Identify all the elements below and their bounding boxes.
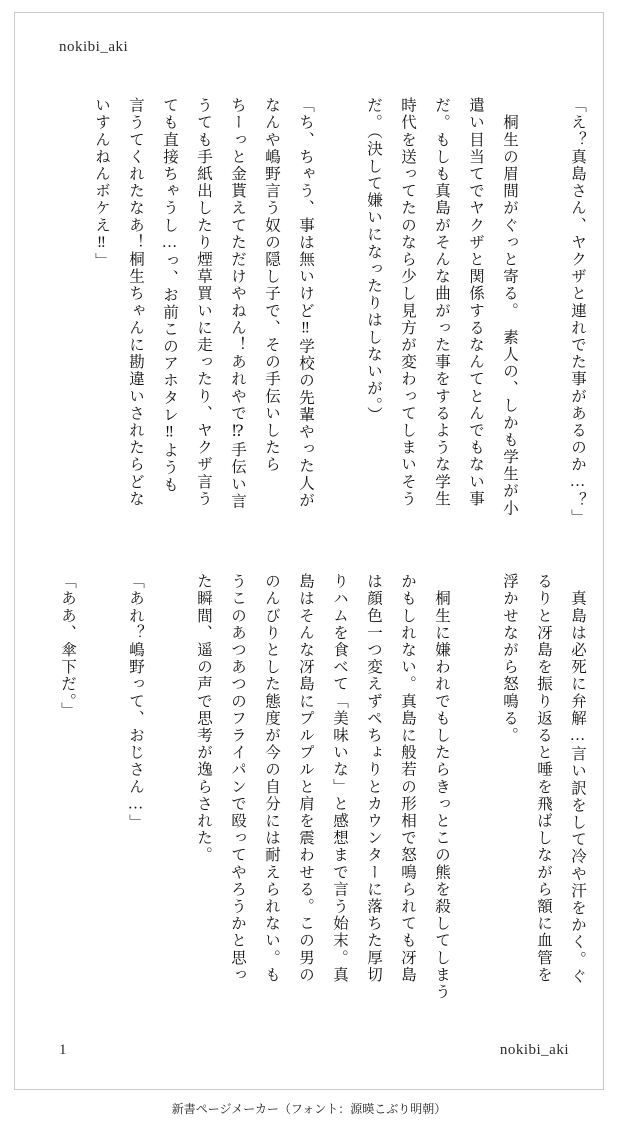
- generator-caption: 新書ページメーカー（フォント：源暎こぶり明朝）: [171, 1102, 447, 1116]
- text-column: 桐生に嫌われでもしたらきっとこの熊を殺してしまう: [433, 573, 450, 1001]
- text-column: 真島は必死に弁解…言い訳をして冷や汗をかく。ぐ: [569, 573, 586, 985]
- text-column: は顔色一つ変えずぺちょりとカウンターに落ちた厚切: [365, 573, 382, 984]
- text-column: た瞬間、遥の声で思考が逸らされた。: [195, 573, 212, 864]
- text-column: 言うてくれたなあ！桐生ちゃんに勘違いされたらどな: [127, 97, 144, 508]
- text-column: だ。（決して嫌いになったりはしないが。）: [365, 97, 382, 424]
- text-column: かもしれない。真島に般若の形相で怒鳴られても冴島: [399, 573, 416, 984]
- page-sheet: [14, 12, 604, 1090]
- text-column: うこのあつあつのフライパンで殴ってやろうかと思っ: [229, 573, 246, 984]
- text-column: 「ああ、傘下だ。」: [59, 573, 76, 720]
- text-column: ちーっと金貰えてただけやねん！あれやで⁉手伝い言: [229, 97, 246, 510]
- text-column: なんや嶋野言う奴の隠し子で、その手伝いしたら: [263, 97, 280, 474]
- text-column: 桐生の眉間がぐっと寄る。 素人の、しかも学生が小: [501, 97, 518, 517]
- text-column: るりと冴島を振り返ると唾を飛ばしながら額に血管を: [535, 573, 552, 984]
- text-column: だ。もしも真島がそんな曲がった事をするような学生: [433, 97, 450, 508]
- text-column: 「え？真島さん、ヤクザと連れでた事があるのか…？」: [569, 97, 586, 526]
- text-column: 島はそんな冴島にプルプルと肩を震わせる。この男の: [297, 573, 314, 984]
- page-header: nokibi_aki: [59, 39, 129, 55]
- text-column: 「あれ？嶋野って、おじさん…」: [127, 573, 144, 831]
- text-column: のんびりとした態度が今の自分には耐えられない。も: [263, 573, 280, 984]
- text-column: ても直接ちゃうし…っ、お前このアホタレ‼ようも: [161, 97, 178, 494]
- text-column: うても手紙出したり煙草買いに走ったり、ヤクザ言う: [195, 97, 212, 508]
- text-column: 浮かせながら怒鳴る。: [501, 573, 518, 744]
- text-column: いすんねんボケえ‼」: [93, 97, 110, 270]
- text-column: 遣い目当てでヤクザと関係するなんてとんでもない事: [467, 97, 484, 508]
- page-number: 1: [59, 1042, 67, 1058]
- text-column: 「ち、ちゃう、事は無いけど‼学校の先輩やった人が: [297, 97, 314, 509]
- text-column: りハムを食べて「美味いな」と感想まで言う始末。真: [331, 573, 348, 984]
- page-footer-author: nokibi_aki: [499, 1042, 569, 1058]
- text-column: 時代を送ってたのなら少し見方が変わってしまいそう: [399, 97, 416, 508]
